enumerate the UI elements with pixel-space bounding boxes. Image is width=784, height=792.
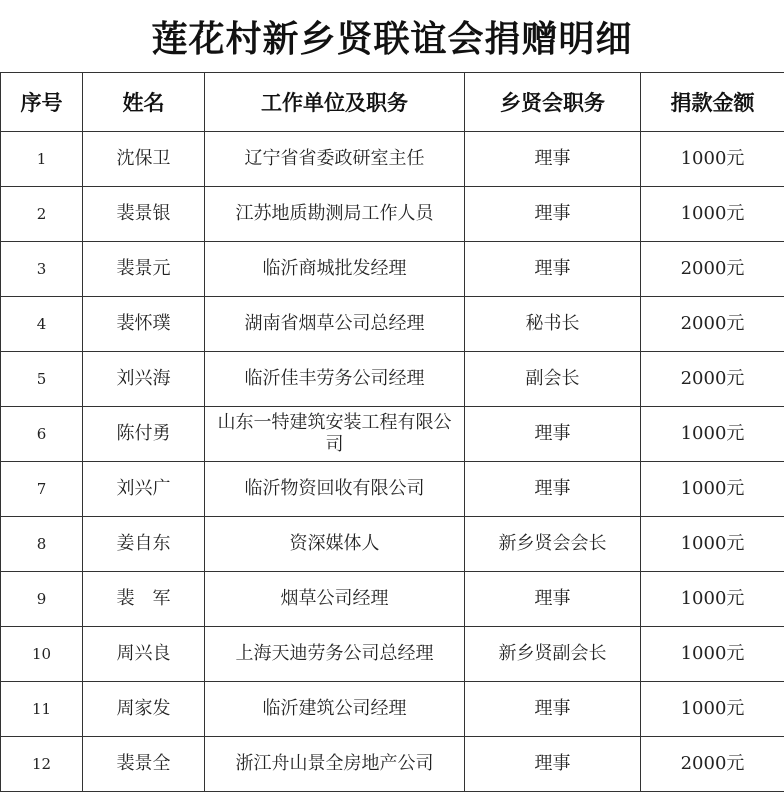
cell-no: 12: [1, 737, 83, 792]
table-row: [1, 407, 784, 462]
cell-work: 烟草公司经理: [205, 572, 465, 627]
cell-no: 10: [1, 627, 83, 682]
cell-work: 辽宁省省委政研室主任: [205, 132, 465, 187]
cell-amount: 1000元: [641, 407, 784, 462]
cell-no: 11: [1, 682, 83, 737]
cell-amount: 1000元: [641, 462, 784, 517]
cell-no: 8: [1, 517, 83, 572]
cell-amount: 2000元: [641, 297, 784, 352]
cell-work: 上海天迪劳务公司总经理: [205, 627, 465, 682]
cell-no: 9: [1, 572, 83, 627]
header-amount: 捐款金额: [641, 73, 784, 132]
cell-amount: 2000元: [641, 242, 784, 297]
cell-name: 刘兴海: [83, 352, 205, 407]
table-row: [1, 297, 784, 352]
table-row: [1, 462, 784, 517]
table-header-row: [1, 73, 784, 132]
cell-no: 2: [1, 187, 83, 242]
cell-name: 刘兴广: [83, 462, 205, 517]
cell-name: 陈付勇: [83, 407, 205, 462]
table-row: [1, 517, 784, 572]
cell-role: 理事: [465, 737, 641, 792]
cell-amount: 1000元: [641, 132, 784, 187]
cell-work: 山东一特建筑安装工程有限公司: [205, 407, 465, 462]
table-row: [1, 572, 784, 627]
table-row: [1, 682, 784, 737]
cell-no: 4: [1, 297, 83, 352]
cell-work: 临沂商城批发经理: [205, 242, 465, 297]
cell-role: 理事: [465, 462, 641, 517]
cell-work: 湖南省烟草公司总经理: [205, 297, 465, 352]
cell-name: 沈保卫: [83, 132, 205, 187]
cell-role: 副会长: [465, 352, 641, 407]
cell-name: 周家发: [83, 682, 205, 737]
cell-role: 秘书长: [465, 297, 641, 352]
cell-name: 裴景元: [83, 242, 205, 297]
cell-no: 3: [1, 242, 83, 297]
cell-no: 1: [1, 132, 83, 187]
cell-work: 浙江舟山景全房地产公司: [205, 737, 465, 792]
cell-name: 姜自东: [83, 517, 205, 572]
cell-work: 临沂建筑公司经理: [205, 682, 465, 737]
cell-work: 资深媒体人: [205, 517, 465, 572]
cell-name: 裴 军: [83, 572, 205, 627]
cell-amount: 1000元: [641, 682, 784, 737]
cell-role: 理事: [465, 572, 641, 627]
cell-name: 周兴良: [83, 627, 205, 682]
table-row: [1, 352, 784, 407]
donation-table: [0, 72, 784, 792]
cell-amount: 1000元: [641, 627, 784, 682]
page-title: 莲花村新乡贤联谊会捐赠明细: [0, 0, 784, 72]
cell-no: 5: [1, 352, 83, 407]
cell-name: 裴景银: [83, 187, 205, 242]
cell-role: 理事: [465, 187, 641, 242]
table-row: [1, 242, 784, 297]
header-name: 姓名: [83, 73, 205, 132]
cell-amount: 1000元: [641, 517, 784, 572]
table-row: [1, 737, 784, 792]
cell-role: 理事: [465, 407, 641, 462]
header-no: 序号: [1, 73, 83, 132]
cell-work: 临沂佳丰劳务公司经理: [205, 352, 465, 407]
cell-role: 理事: [465, 682, 641, 737]
cell-work: 临沂物资回收有限公司: [205, 462, 465, 517]
cell-work: 江苏地质勘测局工作人员: [205, 187, 465, 242]
cell-amount: 2000元: [641, 352, 784, 407]
cell-amount: 1000元: [641, 187, 784, 242]
cell-name: 裴怀璞: [83, 297, 205, 352]
cell-amount: 2000元: [641, 737, 784, 792]
header-role: 乡贤会职务: [465, 73, 641, 132]
cell-role: 理事: [465, 132, 641, 187]
cell-role: 新乡贤会会长: [465, 517, 641, 572]
cell-role: 新乡贤副会长: [465, 627, 641, 682]
cell-role: 理事: [465, 242, 641, 297]
table-row: [1, 627, 784, 682]
table-row: [1, 187, 784, 242]
cell-no: 7: [1, 462, 83, 517]
cell-no: 6: [1, 407, 83, 462]
cell-amount: 1000元: [641, 572, 784, 627]
table-row: [1, 132, 784, 187]
cell-name: 裴景全: [83, 737, 205, 792]
header-work: 工作单位及职务: [205, 73, 465, 132]
